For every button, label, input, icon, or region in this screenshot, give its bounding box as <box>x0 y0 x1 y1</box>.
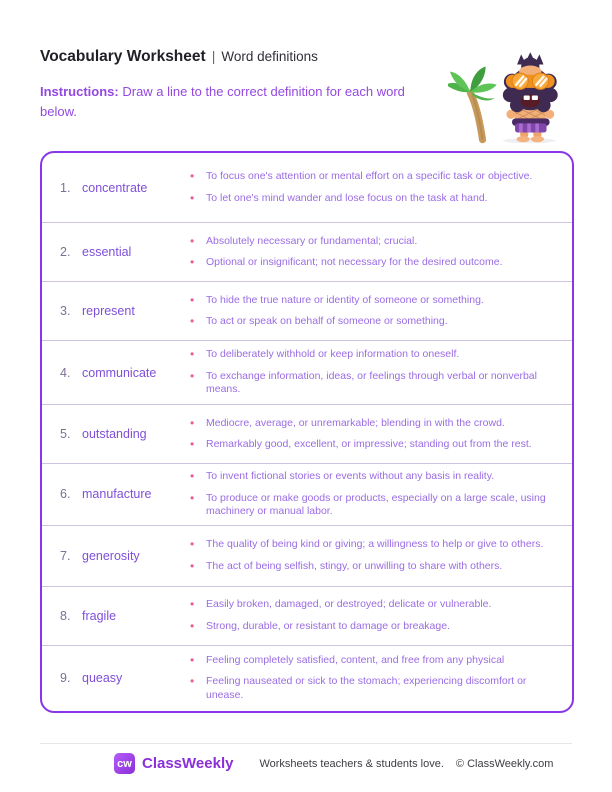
bullet-icon: • <box>190 490 195 505</box>
definition-item <box>190 417 564 431</box>
definitions <box>190 417 564 452</box>
classweekly-logo-icon: cw <box>114 753 135 774</box>
definition-item <box>190 538 564 552</box>
bullet-icon: • <box>190 190 195 205</box>
definitions <box>190 170 564 205</box>
word-cell <box>42 245 190 259</box>
item-number: 4. <box>60 365 71 380</box>
definition-text: To invent fictional stories or events without any basis in reality. <box>206 470 495 482</box>
brand-name: ClassWeekly <box>142 755 234 772</box>
bullet-icon: • <box>190 537 195 551</box>
definition-item <box>190 294 564 308</box>
footer-tagline: Worksheets teachers & students love. <box>259 757 444 770</box>
definition-item <box>190 598 564 612</box>
definition-text: Strong, durable, or resistant to damage or breakage. <box>206 619 450 632</box>
vocab-word: fragile <box>82 608 117 623</box>
definition-item <box>190 470 564 484</box>
definition-text: Feeling nauseated or sick to the stomach; experiencing discomfort or unease. <box>206 675 527 701</box>
title-subtitle: Word definitions <box>221 49 318 65</box>
vocab-word: manufacture <box>82 487 152 502</box>
bullet-icon: • <box>190 169 195 183</box>
word-row-4 <box>42 341 572 405</box>
definitions <box>190 294 564 329</box>
definition-item <box>190 654 564 668</box>
bullet-icon: • <box>190 652 195 667</box>
bullet-icon: • <box>190 233 195 248</box>
definition-item <box>190 256 564 270</box>
item-number: 5. <box>60 427 71 441</box>
bullet-icon: • <box>190 368 195 383</box>
definition-text: Remarkably good, excellent, or impressive; standing out from the rest. <box>206 438 532 450</box>
definition-item <box>190 560 564 574</box>
word-cell <box>42 549 190 563</box>
definition-item <box>190 235 564 249</box>
item-number: 8. <box>60 608 71 623</box>
bullet-icon: • <box>190 314 195 328</box>
definition-item <box>190 370 564 397</box>
definition-item <box>190 492 564 519</box>
title-separator: | <box>211 48 216 65</box>
instructions-text: Draw a line to the correct definition for each word below. <box>40 84 405 119</box>
word-row-8 <box>42 587 572 646</box>
vocab-word: queasy <box>82 671 123 685</box>
word-cell <box>42 304 190 318</box>
definitions <box>190 538 564 573</box>
item-number: 9. <box>60 671 71 685</box>
bullet-icon: • <box>190 469 195 483</box>
definition-item <box>190 675 564 702</box>
definition-text: To let one's mind wander and lose focus on the task at hand. <box>206 191 488 204</box>
footer-copyright: © ClassWeekly.com <box>455 757 554 770</box>
word-row-9 <box>42 646 572 711</box>
caveman-palm-tree-illustration <box>448 50 576 144</box>
bullet-icon: • <box>190 437 195 451</box>
definitions <box>190 654 564 703</box>
word-row-7 <box>42 526 572 587</box>
vocab-word: outstanding <box>82 427 147 441</box>
vocab-word: represent <box>82 304 135 318</box>
definition-text: The quality of being kind or giving; a willingness to help or give to others. <box>206 538 544 550</box>
word-cell <box>42 366 190 380</box>
definition-item <box>190 192 564 206</box>
definition-text: Absolutely necessary or fundamental; crucial. <box>206 234 418 247</box>
word-row-1 <box>42 153 572 223</box>
definition-item <box>190 438 564 452</box>
word-cell <box>42 427 190 441</box>
definition-text: To exchange information, ideas, or feelings through verbal or nonverbal means. <box>206 369 537 396</box>
definition-text: To produce or make goods or products, especially on a large scale, using machinery or manual labor. <box>206 491 546 517</box>
bullet-icon: • <box>190 597 195 611</box>
matching-box <box>40 151 574 713</box>
caveman-figure <box>503 52 558 142</box>
definitions <box>190 235 564 270</box>
item-number: 7. <box>60 548 71 563</box>
title-main: Vocabulary Worksheet <box>40 48 206 66</box>
item-number: 2. <box>60 245 71 259</box>
word-cell <box>42 671 190 685</box>
definitions <box>190 348 564 397</box>
footer-divider <box>40 743 572 744</box>
item-number: 6. <box>60 487 71 502</box>
definition-text: Easily broken, damaged, or destroyed; delicate or vulnerable. <box>206 598 492 610</box>
definition-text: Feeling completely satisfied, content, and free from any physical <box>206 653 505 666</box>
definition-text: To act or speak on behalf of someone or something. <box>206 315 448 327</box>
item-number: 3. <box>60 304 71 318</box>
definition-text: To hide the true nature or identity of someone or something. <box>206 293 484 306</box>
footer <box>114 753 553 774</box>
definition-item <box>190 620 564 634</box>
vocab-word: concentrate <box>82 180 148 195</box>
definition-text: To deliberately withhold or keep information to oneself. <box>206 348 460 361</box>
word-cell <box>42 181 190 195</box>
word-row-3 <box>42 282 572 341</box>
vocab-word: communicate <box>82 365 157 380</box>
instructions <box>40 82 408 121</box>
definition-item <box>190 315 564 329</box>
definition-item <box>190 348 564 362</box>
item-number: 1. <box>60 180 71 195</box>
word-row-2 <box>42 223 572 282</box>
vocab-word: generosity <box>82 548 140 563</box>
definitions <box>190 470 564 519</box>
caveman-illustration-svg <box>448 50 576 144</box>
bullet-icon: • <box>190 255 195 269</box>
definition-text: Mediocre, average, or unremarkable; blending in with the crowd. <box>206 416 505 429</box>
definitions <box>190 598 564 633</box>
word-cell <box>42 609 190 623</box>
bullet-icon: • <box>190 347 195 362</box>
bullet-icon: • <box>190 558 195 573</box>
bullet-icon: • <box>190 618 195 633</box>
word-row-6 <box>42 464 572 526</box>
word-row-5 <box>42 405 572 464</box>
vocab-word: essential <box>82 245 132 259</box>
palm-tree <box>448 67 497 140</box>
definition-item <box>190 170 564 184</box>
bullet-icon: • <box>190 292 195 307</box>
instructions-label: Instructions: <box>40 84 119 99</box>
definition-text: To focus one's attention or mental effort on a specific task or objective. <box>206 170 533 182</box>
definition-text: The act of being selfish, stingy, or unwilling to share with others. <box>206 559 503 572</box>
definition-text: Optional or insignificant; not necessary for the desired outcome. <box>206 256 503 268</box>
word-cell <box>42 487 190 501</box>
bullet-icon: • <box>190 415 195 430</box>
bullet-icon: • <box>190 674 195 689</box>
page-title <box>40 48 318 66</box>
